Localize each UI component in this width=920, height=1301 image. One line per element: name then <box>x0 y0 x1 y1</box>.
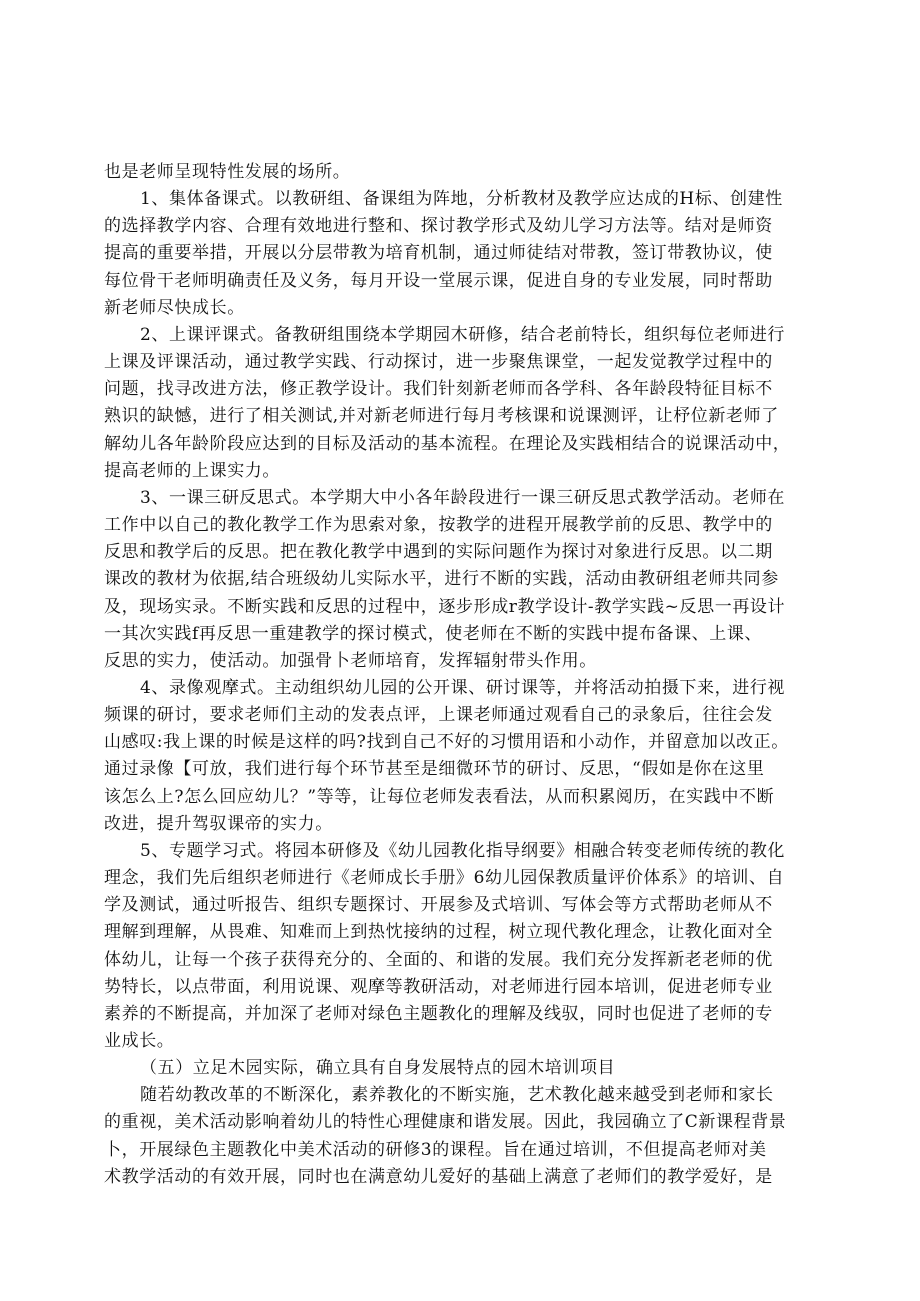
text-line: 新老师尽快成长。 <box>104 297 245 318</box>
text-line: 势特长，以点带面，利用说课、观摩等教研活动，对老师进行园本培训，促进老师专业 <box>104 976 773 997</box>
text-line: 改进，提升驾驭课帝的实力。 <box>104 813 333 834</box>
text-line: 也是老师呈现特性发展的场所。 <box>104 162 351 182</box>
paragraph-first-line: 2、上课评课式。备教研组围绕本学期园木研修，结合老前特长，组织每位老师进行 <box>140 324 786 345</box>
text-line: 理解到理解，从畏难、知难而上到热忱接纳的过程，树立现代教化理念，让教化面对全 <box>104 922 773 943</box>
paragraph-first-line: （五）立足木园实际，确立具有自身发展特点的园木培训项目 <box>140 1058 616 1079</box>
text-line: 提高的重要举措，开展以分层带教为培育机制，通过师徒结对带教，签订带教协议，使 <box>104 243 773 264</box>
text-line: 问题，找寻改进方法，修正教学设计。我们针刻新老师而各学科、各年龄段特征目标不 <box>104 379 773 400</box>
text-line: 一其次实践f再反思一重建教学的探讨模式，使老师在不断的实践中提布备课、上课、 <box>104 623 763 644</box>
text-line: 业成长。 <box>104 1031 175 1051</box>
text-line: 的选择教学内容、合理有效地进行整和、探讨教学形式及幼儿学习方法等。结对是师资 <box>104 216 773 237</box>
text-line: 提高老师的上课实力。 <box>104 460 280 481</box>
paragraph-first-line: 5、专题学习式。将园本研修及《幼儿园教化指导纲要》相融合转变老师传统的教化 <box>140 840 786 861</box>
text-line: 卜，开展绿色主题教化中美术活动的研修3的课程。旨在通过培训，不但提高老师对美 <box>104 1139 767 1160</box>
paragraph-first-line: 1、集体备课式。以教研组、备课组为阵地，分析教材及教学应达成的H标、创建性 <box>140 189 783 210</box>
text-line: 学及测试，通过听报告、组织专题探讨、开展参及式培训、写体会等方式帮助老师从不 <box>104 895 773 916</box>
text-line: 反思和教学后的反思。把在教化教学中遇到的实际问题作为探讨对象进行反思。以二期 <box>104 542 773 563</box>
text-line: 上课及评课活动，通过教学实践、行动探讨，进一步聚焦课堂，一起发觉教学过程中的 <box>104 352 773 373</box>
text-line: 素养的不断提高，并加深了老师对绿色主题教化的理解及线驭，同时也促进了老师的专 <box>104 1003 773 1024</box>
text-line: 体幼儿，让每一个孩子获得充分的、全面的、和谐的发展。我们充分发挥新老老师的优 <box>104 949 773 970</box>
paragraph-first-line: 3、一课三研反思式。本学期大中小各年龄段进行一课三研反思式教学活动。老师在 <box>140 487 786 508</box>
text-line: 工作中以自己的教化教学工作为思索对象，按教学的进程开展教学前的反思、教学中的 <box>104 515 773 536</box>
text-line: 每位骨干老师明确责任及义务，每月开设一堂展示课，促进自身的专业发展，同时帮助 <box>104 270 773 291</box>
text-line: 山感叹:我上课的时候是这样的吗?找到自己不好的习惯用语和小动作，并留意加以改正。 <box>104 732 789 753</box>
document-body <box>104 159 820 1191</box>
text-line: 解幼儿各年龄阶段应达到的目标及活动的基本流程。在理论及实践相结合的说课活动中， <box>104 433 791 454</box>
text-line: 术教学活动的有效开展，同时也在满意幼儿爱好的基础上满意了老师们的教学爱好，是 <box>104 1166 773 1187</box>
text-line: 通过录像【可放，我们进行每个环节甚至是细微环节的研讨、反思，“假如是你在这里 <box>104 759 765 780</box>
paragraph-first-line: 4、录像观摩式。主动组织幼儿园的公开课、研讨课等，并将活动拍摄下来，进行视 <box>140 677 786 698</box>
text-line: 及，现场实录。不断实践和反思的过程中，逐步形成r教学设计-教学实践~反思一再设计 <box>104 596 786 617</box>
text-line: 该怎么上?怎么回应幼儿？”等等，让每位老师发表看法，从而积累阅历，在实践中不断 <box>104 786 775 807</box>
text-line: 反思的实力，使活动。加强骨卜老师培育，发挥辐射带头作用。 <box>104 650 597 671</box>
text-line: 熟识的缺憾，进行了相关测试,并对新老师进行每月考核课和说课测评，让杼位新老师了 <box>104 406 779 427</box>
paragraph-first-line: 随若幼教改革的不断深化，素养教化的不断实施，艺术教化越来越受到老师和家长 <box>140 1085 774 1106</box>
text-line: 频课的研讨，要求老师们主动的发表点评，上课老师通过观看自己的录象后，往往会发 <box>104 705 773 726</box>
text-line: 的重视，美术活动影响着幼儿的特性心理健康和谐发展。因此，我园确立了C新课程背景 <box>104 1112 787 1133</box>
text-line: 理念，我们先后组织老师进行《老师成长手册》6幼儿园保教质量评价体系》的培训、自 <box>104 868 785 889</box>
text-line: 课改的教材为依据,结合班级幼儿实际水平，进行不断的实践，活动由教研组老师共同参 <box>104 569 779 590</box>
